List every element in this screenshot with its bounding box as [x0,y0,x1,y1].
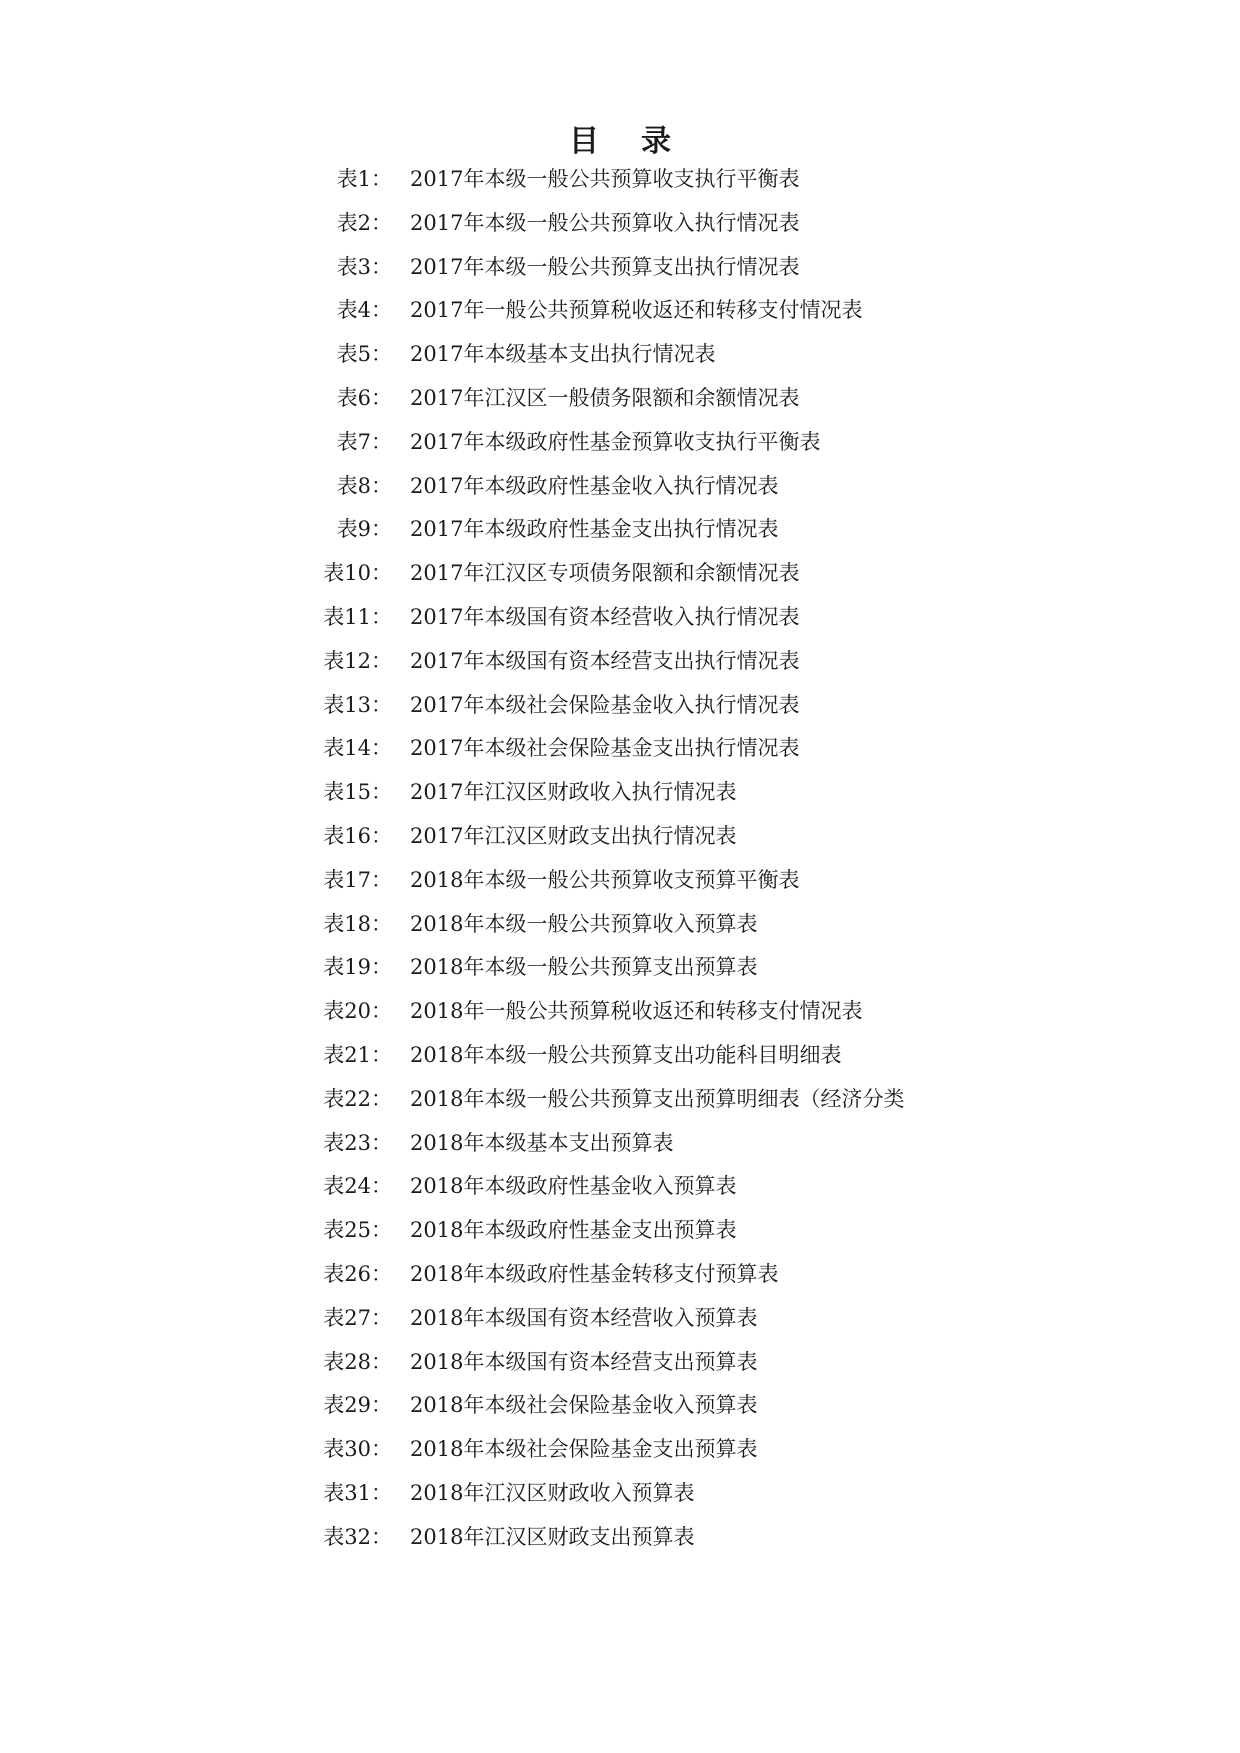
toc-entry-title: 2017年本级政府性基金支出执行情况表 [410,517,779,542]
toc-entry-number: 表24： [323,1174,392,1199]
toc-entry-title: 2017年江汉区财政收入执行情况表 [410,780,737,805]
toc-entry-number: 表16： [323,823,392,848]
toc-entry[interactable] [0,202,1240,246]
toc-entry-number: 表5： [336,342,392,367]
toc-entry-title: 2017年本级社会保险基金支出执行情况表 [410,736,800,761]
toc-entry-title: 2018年本级政府性基金收入预算表 [410,1174,737,1199]
toc-entry-number: 表29： [323,1393,392,1418]
toc-entry[interactable] [0,1516,1240,1560]
toc-entry-title: 2018年本级社会保险基金收入预算表 [410,1393,758,1418]
toc-entry[interactable] [0,246,1240,290]
toc-entry-title: 2018年本级一般公共预算收入预算表 [410,911,758,936]
toc-entry-title: 2017年江汉区专项债务限额和余额情况表 [410,561,800,586]
toc-entry[interactable] [0,552,1240,596]
toc-entry-number: 表23： [323,1130,392,1155]
toc-entry[interactable] [0,1297,1240,1341]
toc-entry-title: 2017年江汉区一般债务限额和余额情况表 [410,385,800,410]
toc-entry-number: 表10： [323,561,392,586]
toc-entry[interactable] [0,596,1240,640]
toc-entry-title: 2017年本级社会保险基金收入执行情况表 [410,692,800,717]
toc-entry-number: 表22： [323,1086,392,1111]
toc-entry-number: 表2： [336,210,392,235]
toc-entry-number: 表9： [336,517,392,542]
toc-entry[interactable] [0,640,1240,684]
toc-entry[interactable] [0,1428,1240,1472]
toc-entry[interactable] [0,508,1240,552]
toc-entry-title: 2018年本级一般公共预算支出预算明细表（经济分类 [410,1086,905,1111]
toc-entry[interactable] [0,946,1240,990]
toc-entry-title: 2018年江汉区财政支出预算表 [410,1524,695,1549]
page-title-char-2: 录 [641,124,671,160]
toc-entry-title: 2017年本级一般公共预算收支执行平衡表 [410,167,800,191]
toc-entry-number: 表11： [323,604,392,629]
toc-entry-title: 2018年本级基本支出预算表 [410,1130,674,1155]
toc-entry-title: 2018年本级一般公共预算收支预算平衡表 [410,867,800,892]
toc-entry-number: 表8： [336,473,392,498]
toc-entry-title: 2017年一般公共预算税收返还和转移支付情况表 [410,298,863,323]
toc-entry[interactable] [0,1209,1240,1253]
toc-entry-title: 2018年本级国有资本经营支出预算表 [410,1349,758,1374]
toc-entry[interactable] [0,1341,1240,1385]
toc-entry[interactable] [0,684,1240,728]
toc-entry[interactable] [0,333,1240,377]
toc-entry-number: 表26： [323,1261,392,1286]
toc-entry-number: 表4： [336,298,392,323]
toc-entry-title: 2018年本级一般公共预算支出功能科目明细表 [410,1042,842,1067]
toc-entry-number: 表30： [323,1437,392,1462]
toc-entry-title: 2017年本级国有资本经营收入执行情况表 [410,604,800,629]
toc-entry-title: 2018年本级社会保险基金支出预算表 [410,1437,758,1462]
toc-entry-number: 表15： [323,780,392,805]
toc-entry[interactable] [0,771,1240,815]
toc-entry-number: 表6： [336,385,392,410]
toc-entry[interactable] [0,990,1240,1034]
toc-entry-number: 表14： [323,736,392,761]
toc-entry-title: 2018年本级一般公共预算支出预算表 [410,955,758,980]
toc-entry[interactable] [0,727,1240,771]
toc-entry-number: 表25： [323,1218,392,1243]
page-title-char-1: 目 [569,124,599,160]
toc-entry-title: 2017年本级基本支出执行情况表 [410,342,716,367]
toc-entry-title: 2017年江汉区财政支出执行情况表 [410,823,737,848]
toc-entry-number: 表18： [323,911,392,936]
toc-entry-number: 表19： [323,955,392,980]
toc-entry[interactable] [0,158,1240,202]
toc-entry[interactable] [0,1078,1240,1122]
table-of-contents [0,158,1240,1560]
toc-entry-number: 表17： [323,867,392,892]
toc-entry-number: 表7： [336,429,392,454]
toc-entry-number: 表21： [323,1042,392,1067]
toc-entry[interactable] [0,903,1240,947]
toc-entry-title: 2017年本级政府性基金收入执行情况表 [410,473,779,498]
toc-entry[interactable] [0,465,1240,509]
toc-entry[interactable] [0,377,1240,421]
toc-entry-title: 2018年本级国有资本经营收入预算表 [410,1305,758,1330]
toc-entry-title: 2017年本级一般公共预算收入执行情况表 [410,210,800,235]
toc-entry-number: 表28： [323,1349,392,1374]
toc-entry-number: 表1： [336,167,392,191]
toc-entry-title: 2018年江汉区财政收入预算表 [410,1480,695,1505]
toc-entry-number: 表31： [323,1480,392,1505]
toc-entry[interactable] [0,1122,1240,1166]
toc-entry[interactable] [0,859,1240,903]
toc-entry[interactable] [0,421,1240,465]
toc-entry-number: 表27： [323,1305,392,1330]
toc-entry-title: 2017年本级一般公共预算支出执行情况表 [410,254,800,279]
toc-entry-title: 2017年本级政府性基金预算收支执行平衡表 [410,429,821,454]
toc-entry[interactable] [0,1384,1240,1428]
toc-entry-number: 表12： [323,648,392,673]
toc-entry-number: 表13： [323,692,392,717]
toc-entry-title: 2018年本级政府性基金转移支付预算表 [410,1261,779,1286]
toc-entry[interactable] [0,289,1240,333]
toc-entry-title: 2017年本级国有资本经营支出执行情况表 [410,648,800,673]
toc-entry-number: 表3： [336,254,392,279]
toc-entry[interactable] [0,1472,1240,1516]
toc-entry-number: 表32： [323,1524,392,1549]
toc-entry[interactable] [0,1253,1240,1297]
toc-entry[interactable] [0,815,1240,859]
toc-entry-title: 2018年本级政府性基金支出预算表 [410,1218,737,1243]
toc-entry-number: 表20： [323,999,392,1024]
toc-entry-title: 2018年一般公共预算税收返还和转移支付情况表 [410,999,863,1024]
toc-entry[interactable] [0,1165,1240,1209]
toc-entry[interactable] [0,1034,1240,1078]
